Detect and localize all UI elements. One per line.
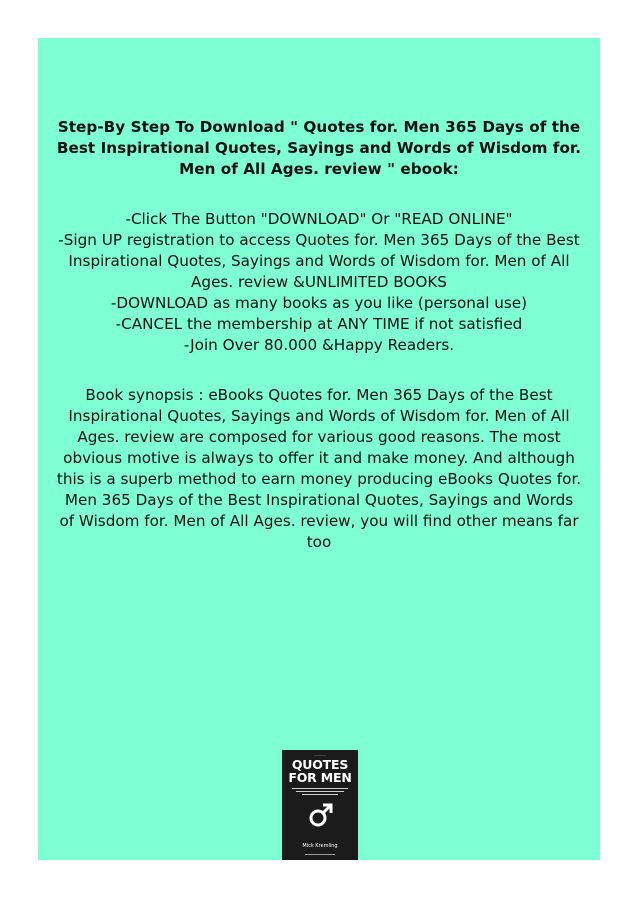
step-line: -Join Over 80.000 &Happy Readers. — [183, 336, 455, 354]
step-line: Inspirational Quotes, Sayings and Words of Wisdom for. Men of All — [68, 252, 570, 270]
cover-footer-decoration — [282, 853, 358, 857]
cover-subtitle-decoration — [290, 787, 350, 798]
step-line: -Sign UP registration to access Quotes for. Men 365 Days of the Best — [58, 231, 580, 249]
synopsis-line: Men 365 Days of the Best Inspirational Quotes, Sayings and Words — [64, 491, 574, 509]
synopsis-line: Inspirational Quotes, Sayings and Words of Wisdom for. Men of All — [68, 407, 570, 425]
book-synopsis — [34, 385, 604, 553]
download-heading — [34, 117, 604, 180]
synopsis-line: too — [306, 533, 332, 551]
download-steps — [34, 209, 604, 356]
synopsis-line: obvious motive is always to offer it and make money. And although — [63, 449, 575, 467]
heading-line: Best Inspirational Quotes, Sayings and Words of Wisdom for. — [56, 139, 582, 157]
cover-author: Mick Kremling — [302, 843, 338, 849]
book-cover-image[interactable] — [282, 750, 358, 860]
male-symbol-icon — [308, 802, 334, 832]
cover-title-line: FOR MEN — [288, 770, 352, 785]
cover-top-decoration: ———— — [314, 753, 326, 757]
cover-title-line: QUOTES — [291, 757, 349, 772]
step-line: -Click The Button "DOWNLOAD" Or "READ ONLINE" — [125, 210, 513, 228]
step-line: -CANCEL the membership at ANY TIME if not satisfied — [115, 315, 523, 333]
cover-title — [282, 758, 358, 784]
synopsis-line: of Wisdom for. Men of All Ages. review, you will find other means far — [59, 512, 579, 530]
synopsis-line: Book synopsis : eBooks Quotes for. Men 365 Days of the Best — [85, 386, 553, 404]
heading-line: Men of All Ages. review " ebook: — [179, 160, 459, 178]
synopsis-line: this is a superb method to earn money producing eBooks Quotes for. — [56, 470, 582, 488]
step-line: -DOWNLOAD as many books as you like (personal use) — [110, 294, 528, 312]
synopsis-line: Ages. review are composed for various good reasons. The most — [77, 428, 561, 446]
heading-line: Step-By Step To Download " Quotes for. Men 365 Days of the — [57, 118, 581, 136]
step-line: Ages. review &UNLIMITED BOOKS — [191, 273, 447, 291]
